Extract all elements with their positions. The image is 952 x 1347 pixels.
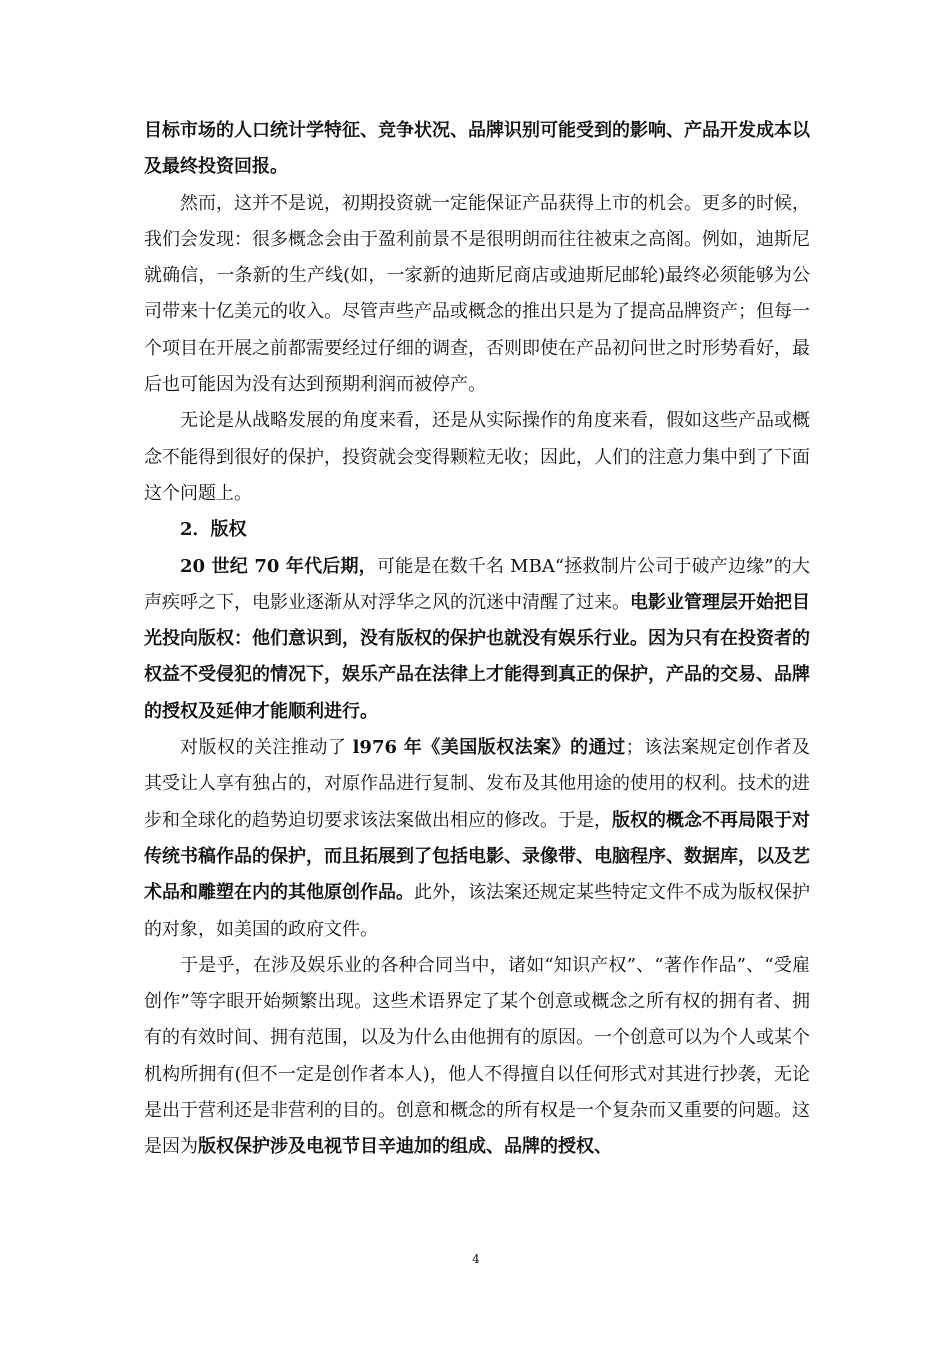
text-run-bold: 版权保护涉及电视节目辛迪加的组成、品牌的授权、 xyxy=(198,1136,612,1158)
page-body xyxy=(144,113,810,1166)
text-run: 可能是在数千名 MBA“拯救制片公司于破产边缘”的大声疾呼之下，电影业逐渐从对浮华之风的沉迷中清醒了过来。 xyxy=(144,555,810,613)
heading-text: 2．版权 xyxy=(180,519,247,541)
page-number: 4 xyxy=(472,1252,480,1266)
text-run: ；该法案规定创作者及其受让人享有独占的，对原作品进行复制、发布及其他用途的使用的权利。技术的进步和全球化的趋势迫切要求该法案做出相应的修改。于是， xyxy=(144,737,810,831)
text-run: 然而，这并不是说，初期投资就一定能保证产品获得上市的机会。更多的时候，我们会发现：很多概念会由于盈利前景不是很明朗而往往被束之高阁。例如，迪斯尼就确信，一条新的生产线(如，一家新的迪斯尼商店或迪斯尼邮轮)最终必须能够为公司带来十亿美元的收入。尽管声些产品或概念的推出只是为了提高品牌资产；但每一个项目在开展之前都需要经过仔细的调查，否则即使在产品初问世之时形势看好，最后也可能因为没有达到预期利润而被停产。 xyxy=(144,192,810,396)
paragraph-3 xyxy=(144,403,810,512)
paragraph-5 xyxy=(144,730,810,948)
text-run: 目标市场的人口统计学特征、竞争状况、品牌识别可能受到的影响、产品开发成本以及最终投资回报。 xyxy=(144,120,810,178)
paragraph-4 xyxy=(144,549,810,730)
text-run-bold: l976 年《美国版权法案》的通过 xyxy=(352,737,626,759)
text-run: 对版权的关注推动了 xyxy=(180,737,353,759)
text-run-bold: 20 世纪 70 年代后期， xyxy=(180,555,377,577)
paragraph-2 xyxy=(144,186,810,404)
text-run: 无论是从战略发展的角度来看，还是从实际操作的角度来看，假如这些产品或概念不能得到很好的保护，投资就会变得颗粒无收；因此，人们的注意力集中到了下面这个问题上。 xyxy=(144,410,810,504)
text-run-bold: 版权的概念不再局限于对传统书稿作品的保护，而且拓展到了包括电影、录像带、电脑程序、数据库，以及艺术品和雕塑在内的其他原创作品。 xyxy=(144,809,810,904)
paragraph-6 xyxy=(144,948,810,1166)
paragraph-1 xyxy=(144,113,810,186)
section-heading xyxy=(144,512,810,548)
text-run: 此外，该法案还规定某些特定文件不成为版权保护的对象，如美国的政府文件。 xyxy=(144,882,810,940)
text-run-bold: 电影业管理层开始把目光投向版权：他们意识到，没有版权的保护也就没有娱乐行业。因为只有在投资者的权益不受侵犯的情况下，娱乐产品在法律上才能得到真正的保护，产品的交易、品牌的授权及延伸才能顺利进行。 xyxy=(144,591,810,722)
text-run: 于是乎，在涉及娱乐业的各种合同当中，诸如“知识产权”、“著作作品”、“受雇创作”等字眼开始频繁出现。这些术语界定了某个创意或概念之所有权的拥有者、拥有的有效时间、拥有范围，以及为什么由他拥有的原因。一个创意可以为个人或某个机构所拥有(但不一定是创作者本人)，他人不得擅自以任何形式对其进行抄袭，无论是出于营利还是非营利的目的。创意和概念的所有权是一个复杂而又重要的问题。这是因为 xyxy=(144,954,810,1158)
